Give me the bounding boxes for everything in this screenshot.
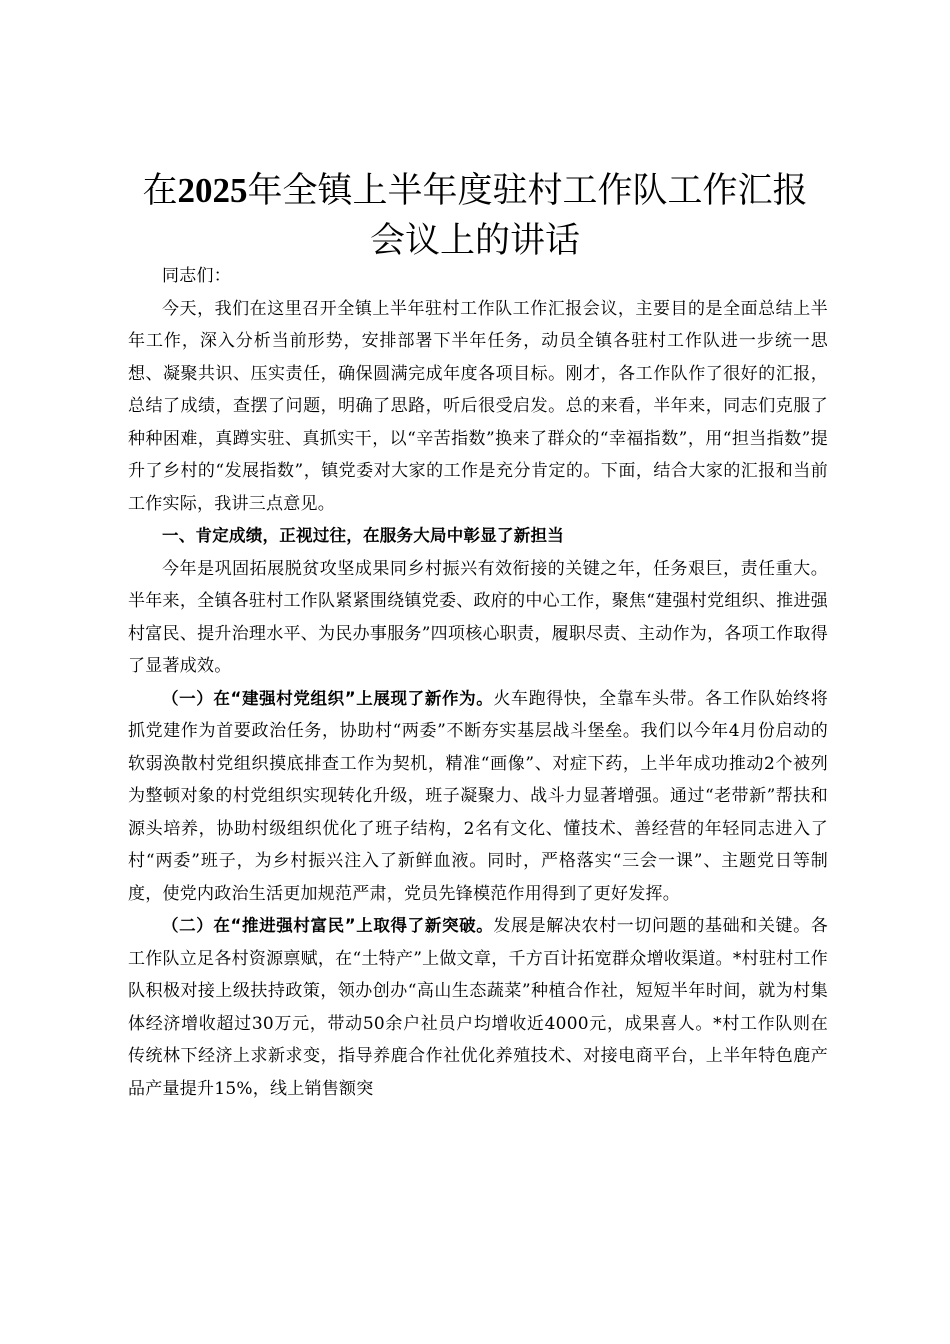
section-1-heading — [128, 520, 828, 553]
title-line-1 — [100, 166, 850, 216]
title-line1-rest: 年全镇上半年度驻村工作队工作汇报 — [247, 171, 808, 211]
subsection-2 — [128, 910, 828, 1105]
subsection-1 — [128, 683, 828, 911]
greeting: 同志们： — [162, 266, 231, 286]
subsection-1-text: 火车跑得快，全靠车头带。各工作队始终将抓党建作为首要政治任务，协助村“两委”不断夯实基层战斗堡垒。我们以今年4月份启动的软弱涣散村党组织摸底排查工作为契机，精准“画像”、对症下药，上半年成功推动2个被列为整顿对象的村党组织实现转化升级，班子凝聚力、战斗力显著增强。通过“老带新”帮扶和源头培养，协助村级组织优化了班子结构，2名有文化、懂技术、善经营的年轻同志进入了村“两委”班子，为乡村振兴注入了新鲜血液。同时，严格落实“三会一课”、主题党日等制度，使党内政治生活更加规范严肃，党员先锋模范作用得到了更好发挥。 — [128, 688, 828, 904]
document-title — [100, 166, 850, 266]
document-body — [128, 260, 828, 1105]
opening-paragraph: 今天，我们在这里召开全镇上半年驻村工作队工作汇报会议，主要目的是全面总结上半年工作，深入分析当前形势，安排部署下半年任务，动员全镇各驻村工作队进一步统一思想、凝聚共识、压实责任，确保圆满完成年度各项目标。刚才，各工作队作了很好的汇报，总结了成绩，查摆了问题，明确了思路，听后很受启发。总的来看，半年来，同志们克服了种种困难，真蹲实驻、真抓实干，以“辛苦指数”换来了群众的“幸福指数”，用“担当指数”提升了乡村的“发展指数”，镇党委对大家的工作是充分肯定的。下面，结合大家的汇报和当前工作实际，我讲三点意见。 — [128, 298, 828, 514]
title-year: 2025 — [177, 171, 248, 210]
title-prefix: 在 — [142, 171, 178, 211]
section-heading-text: 一、肯定成绩，正视过往，在服务大局中彰显了新担当 — [162, 526, 564, 545]
section-1-intro: 今年是巩固拓展脱贫攻坚成果同乡村振兴有效衔接的关键之年，任务艰巨，责任重大。半年来，全镇各驻村工作队紧紧围绕镇党委、政府的中心工作，聚焦“建强村党组织、推进强村富民、提升治理水平、为民办事服务”四项核心职责，履职尽责、主动作为，各项工作取得了显著成效。 — [128, 558, 828, 676]
subsection-2-text: 发展是解决农村一切问题的基础和关键。各工作队立足各村资源禀赋，在“土特产”上做文章，千方百计拓宽群众增收渠道。*村驻村工作队积极对接上级扶持政策，领办创办“高山生态蔬菜”种植合作社，短短半年时间，就为村集体经济增收超过30万元，带动50余户社员户均增收近4000元，成果喜人。*村工作队则在传统林下经济上求新求变，指导养鹿合作社优化养殖技术、对接电商平台，上半年特色鹿产品产量提升15%，线上销售额突 — [128, 916, 828, 1099]
subsection-2-lead: （二）在“推进强村富民”上取得了新突破。 — [162, 916, 494, 935]
subsection-1-lead: （一）在“建强村党组织”上展现了新作为。 — [162, 688, 494, 708]
title-line-2: 会议上的讲话 — [369, 221, 580, 261]
